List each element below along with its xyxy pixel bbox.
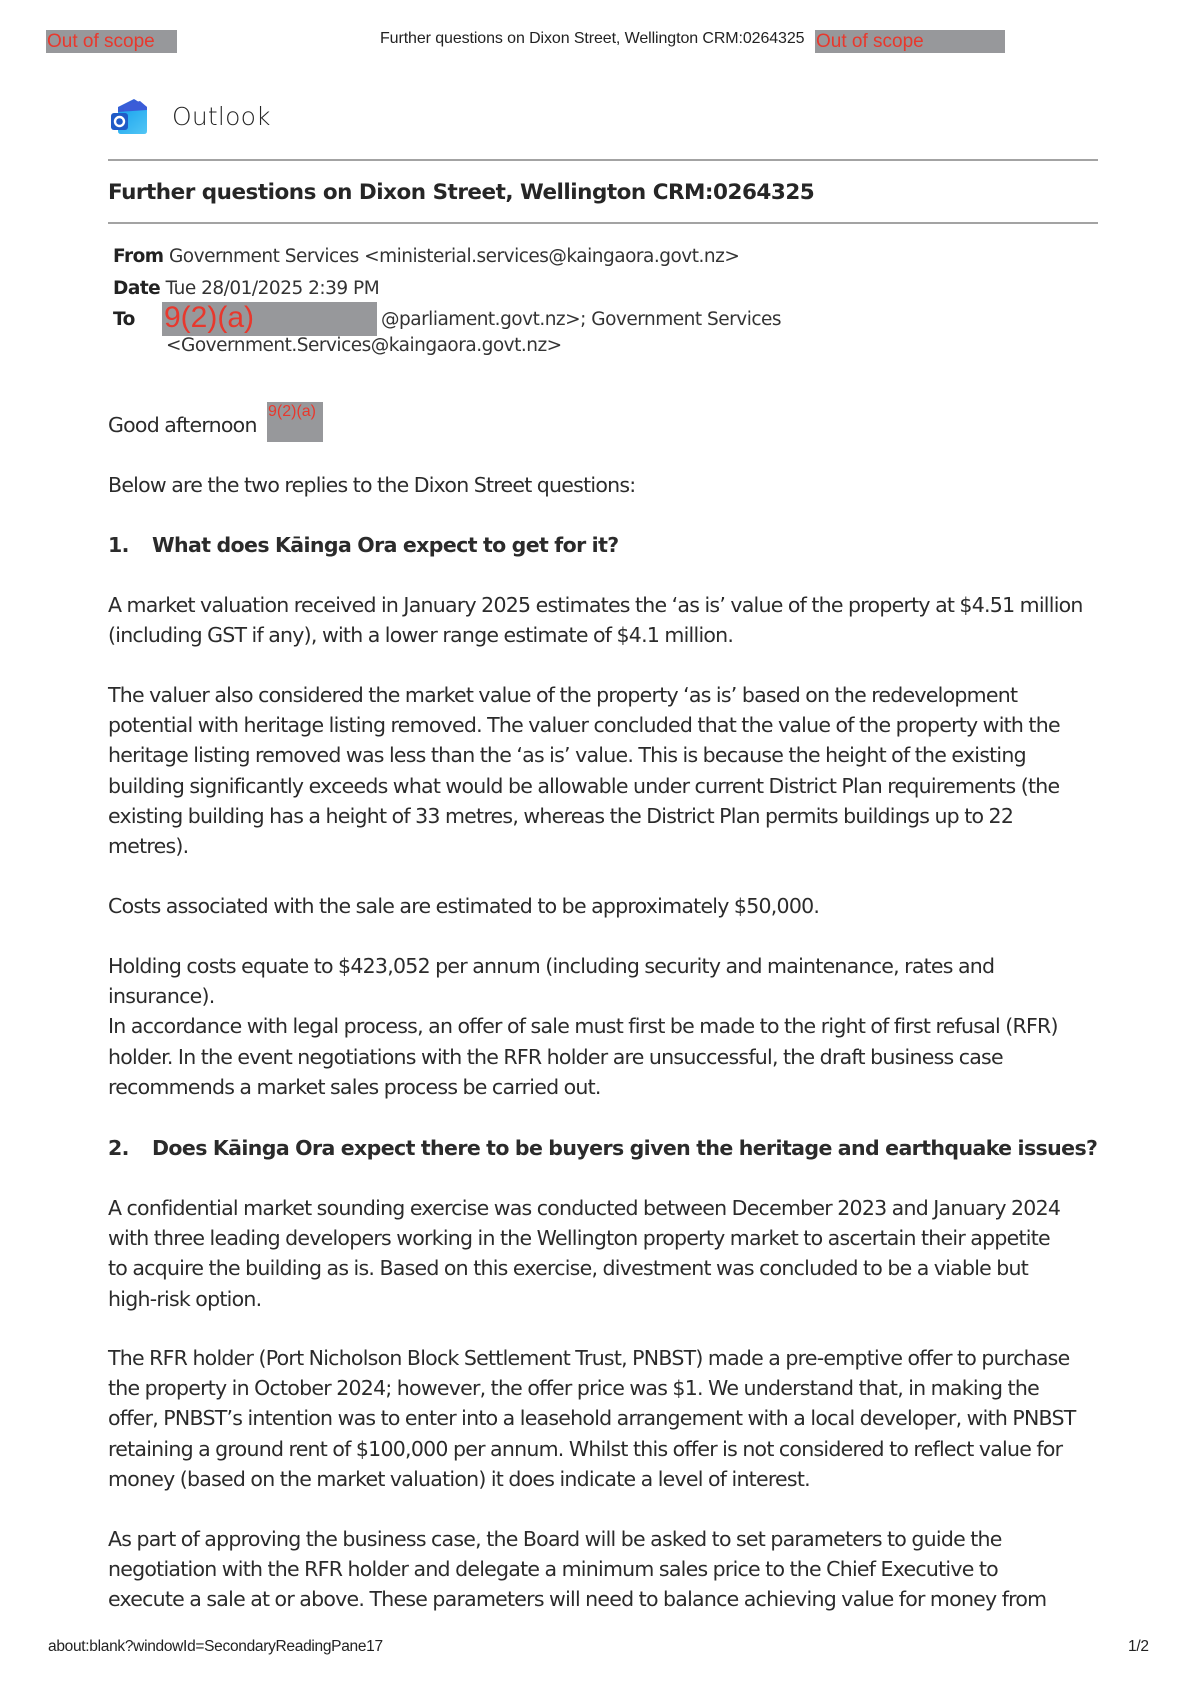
from-value: Government Services <ministerial.services@kaingaora.govt.nz> — [168, 246, 740, 267]
intro-paragraph: Below are the two replies to the Dixon Street questions: — [108, 473, 636, 497]
question-text: Does Kāinga Ora expect there to be buyers given the heritage and earthquake issues? — [152, 1136, 1098, 1160]
holding-costs-paragraph — [108, 951, 1108, 1102]
text-line: (including GST if any), with a lower range estimate of $4.1 million. — [108, 623, 734, 648]
text-line: metres). — [108, 834, 189, 859]
email-from-row — [113, 246, 739, 267]
divider — [108, 159, 1098, 161]
email-subject: Further questions on Dixon Street, Wellington CRM:0264325 — [108, 180, 815, 205]
print-header-title: Further questions on Dixon Street, Wellington CRM:0264325 — [380, 30, 805, 47]
divider — [108, 222, 1098, 224]
email-to-row — [113, 309, 162, 330]
text-line: high-risk option. — [108, 1286, 262, 1311]
text-line: to acquire the building as is. Based on this exercise, divestment was concluded to be a viable but — [108, 1256, 1029, 1281]
text-line: As part of approving the business case, the Board will be asked to set parameters to guide the — [108, 1527, 1002, 1551]
text-line: A market valuation received in January 2025 estimates the ‘as is’ value of the property at $4.51 million — [108, 593, 1083, 617]
valuation-paragraph — [108, 590, 1108, 650]
text-line: heritage listing removed was less than the ‘as is’ value. This is because the height of the existing — [108, 743, 1026, 768]
app-name: Outlook — [172, 102, 271, 131]
text-line: Costs associated with the sale are estimated to be approximately $50,000. — [108, 894, 820, 918]
text-line: The valuer also considered the market value of the property ‘as is’ based on the redevelopment — [108, 683, 1018, 707]
redaction-recipient: 9(2)(a) — [162, 302, 377, 336]
text-line: with three leading developers working in the Wellington property market to ascertain their appetite — [108, 1226, 1050, 1251]
text-line: the property in October 2024; however, the offer price was $1. We understand that, in making the — [108, 1376, 1039, 1401]
text-line: In accordance with legal process, an offer of sale must first be made to the right of first refusal (RFR) — [108, 1014, 1058, 1039]
page-number: 1/2 — [1128, 1638, 1149, 1655]
text-line: potential with heritage listing removed. The valuer concluded that the value of the property with the — [108, 713, 1060, 738]
outlook-logo-icon — [110, 98, 148, 135]
greeting-text: Good afternoon — [108, 413, 257, 437]
text-line: A confidential market sounding exercise was conducted between December 2023 and January 2024 — [108, 1196, 1061, 1220]
board-approval-paragraph — [108, 1524, 1108, 1615]
redaction-out-of-scope-left: Out of scope — [46, 30, 177, 53]
text-line: insurance). — [108, 984, 215, 1009]
outlook-brand — [110, 98, 271, 135]
email-date-row — [113, 278, 379, 299]
print-footer-url: about:blank?windowId=SecondaryReadingPane17 — [48, 1638, 383, 1655]
date-value: Tue 28/01/2025 2:39 PM — [165, 278, 380, 299]
question-number: 2. — [108, 1136, 129, 1160]
question-number: 1. — [108, 533, 129, 557]
to-label: To — [113, 309, 135, 330]
text-line: execute a sale at or above. These parameters will need to balance achieving value for money from — [108, 1587, 1047, 1612]
to-value: @parliament.govt.nz>; Government Services — [381, 309, 782, 330]
greeting — [108, 410, 1108, 440]
from-label: From — [113, 246, 164, 267]
redaction-greeting-name: 9(2)(a) — [267, 402, 323, 442]
text-line: The RFR holder (Port Nicholson Block Settlement Trust, PNBST) made a pre-emptive offer to purchase — [108, 1346, 1070, 1370]
costs-paragraph — [108, 891, 1108, 921]
question-1-heading — [108, 530, 1108, 560]
to-value-continued: <Government.Services@kaingaora.govt.nz> — [166, 335, 562, 356]
text-line: recommends a market sales process be carried out. — [108, 1074, 601, 1099]
valuer-paragraph — [108, 680, 1108, 861]
text-line: negotiation with the RFR holder and delegate a minimum sales price to the Chief Executive to — [108, 1557, 998, 1582]
text-line: holder. In the event negotiations with the RFR holder are unsuccessful, the draft business case — [108, 1044, 1003, 1069]
text-line: retaining a ground rent of $100,000 per annum. Whilst this offer is not considered to reflect value for — [108, 1436, 1063, 1461]
text-line: existing building has a height of 33 metres, whereas the District Plan permits buildings up to 22 — [108, 803, 1014, 828]
redaction-out-of-scope-right: Out of scope — [815, 30, 1005, 53]
text-line: building significantly exceeds what would be allowable under current District Plan requirements (the — [108, 773, 1060, 798]
rfr-holder-paragraph — [108, 1343, 1108, 1494]
text-line: offer, PNBST’s intention was to enter into a leasehold arrangement with a local developer, with PNBST — [108, 1406, 1076, 1431]
question-text: What does Kāinga Ora expect to get for it? — [152, 533, 619, 557]
text-line: Holding costs equate to $423,052 per annum (including security and maintenance, rates and — [108, 954, 995, 978]
date-label: Date — [113, 278, 161, 299]
market-sounding-paragraph — [108, 1193, 1108, 1314]
text-line: money (based on the market valuation) it does indicate a level of interest. — [108, 1466, 810, 1491]
question-2-heading — [108, 1133, 1108, 1163]
